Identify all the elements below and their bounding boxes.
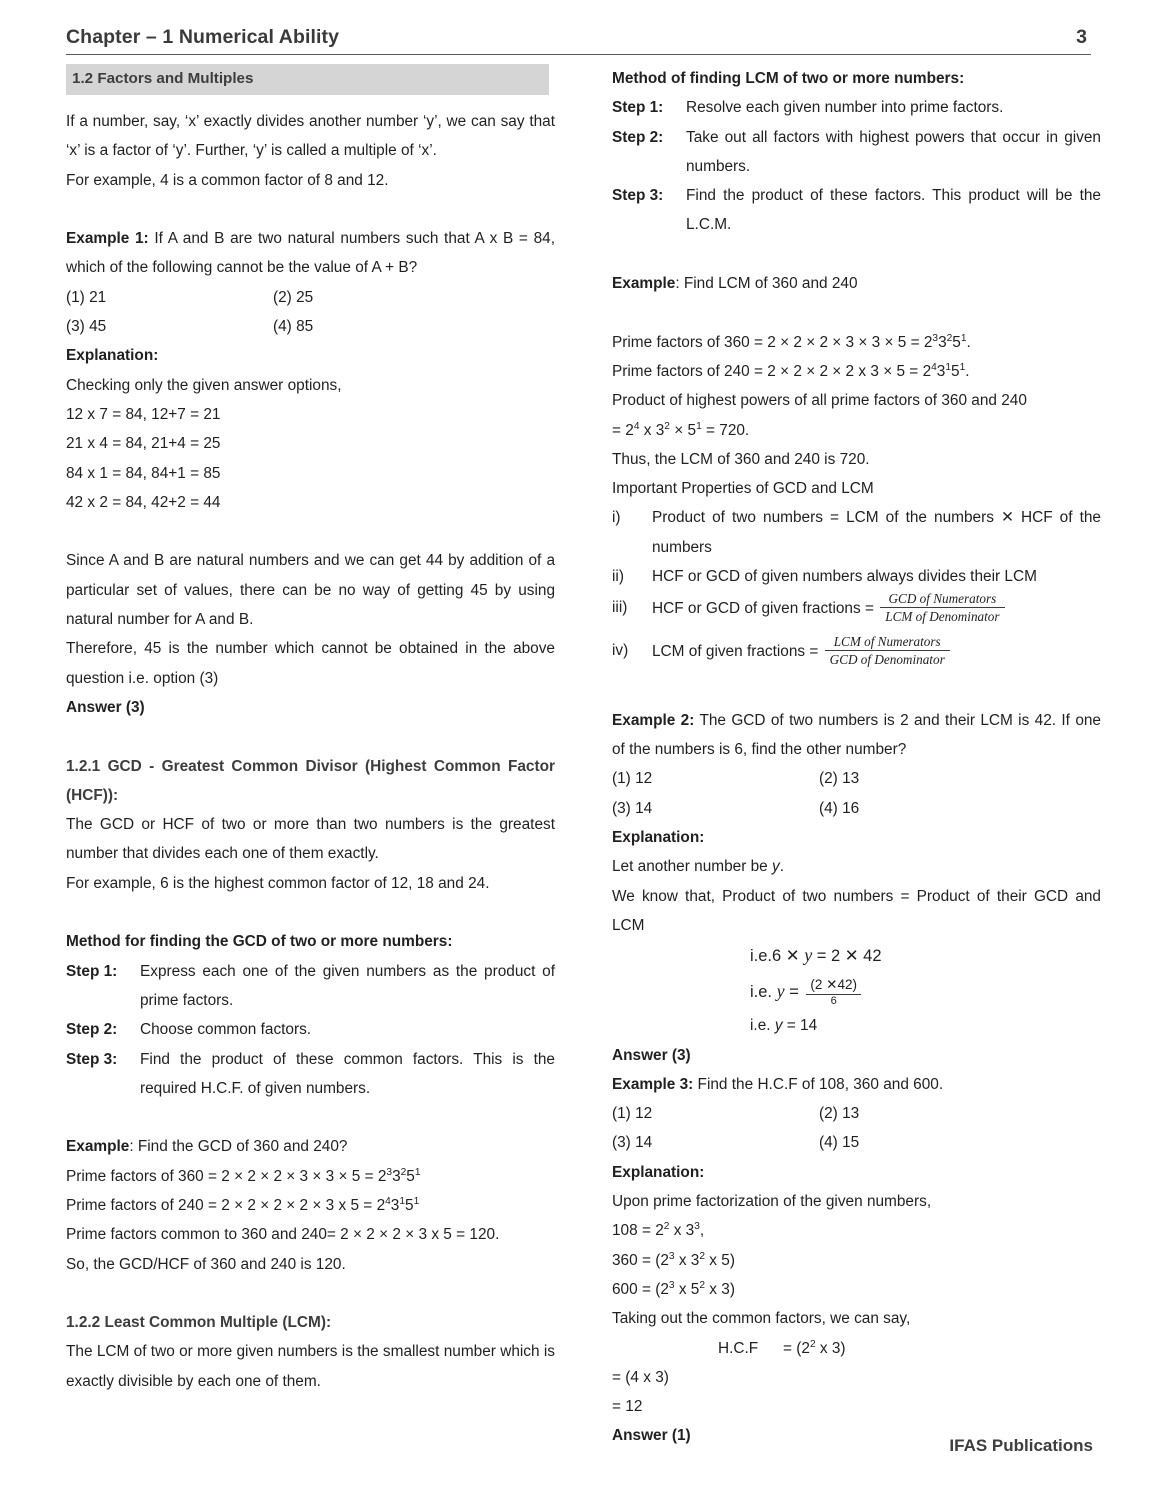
example2-option-4: (4) 16: [819, 799, 860, 817]
gcd-example-question: [66, 1132, 555, 1161]
post: ,: [699, 1222, 705, 1240]
gcd-definition: The GCD or HCF of two or more than two numbers is the greatest number that divides each one of them exactly.: [66, 816, 555, 863]
property-iv-text: [652, 633, 1101, 670]
pre: Let another number be: [612, 858, 773, 876]
gcd-step-3-text: Find the product of these common factors. This is the required H.C.F. of given numbers.: [140, 1050, 555, 1097]
hcf-fraction: [880, 591, 1004, 625]
example1-label: Example 1:: [66, 230, 149, 248]
gcd-step-3: [66, 1045, 555, 1104]
lcm-method-heading: Method of finding LCM of two or more numbers:: [612, 70, 965, 87]
lcm-fraction: [825, 634, 950, 668]
example1-reasoning: Since A and B are natural numbers and we can get 44 by addition of a particular set of values, there can be no way of getting 45 by using natural number for A and B.: [66, 552, 555, 629]
lcm-fraction-numerator: LCM of Numerators: [833, 633, 941, 649]
mid: x 3: [639, 421, 665, 439]
gcd-step-2-label: Step 2:: [66, 1021, 118, 1039]
pre: Prime factors of 240 = 2 × 2 × 2 × 2 x 3 × 5 = 2: [612, 362, 932, 380]
page-header: [66, 26, 1091, 56]
example3-taking-line: Taking out the common factors, we can say,: [612, 1310, 911, 1328]
example1-option-2: (2) 25: [273, 288, 314, 306]
example3-options-row-2: [612, 1128, 1101, 1157]
example2-answer: Answer (3): [612, 1046, 691, 1064]
post: x 3): [815, 1339, 846, 1357]
spacer: [66, 898, 555, 927]
gcd-prime-factors-240: [66, 1191, 555, 1220]
pre: 360 = (2: [612, 1251, 669, 1269]
gcd-step-1: [66, 957, 555, 1016]
post: .: [779, 858, 784, 876]
lcm-thus-line: Thus, the LCM of 360 and 240 is 720.: [612, 450, 870, 468]
left-column: [66, 64, 555, 1396]
lcm-step-1-label: Step 1:: [612, 99, 664, 117]
example3-option-1: (1) 12: [612, 1105, 653, 1123]
example1-options-row-1: [66, 283, 555, 312]
mid: 5: [951, 362, 960, 380]
variable-y: y: [774, 1017, 783, 1035]
property-item-iii: [612, 593, 1101, 627]
lcm-prime-factors-240: [612, 357, 1101, 386]
pre: = (2: [783, 1339, 810, 1357]
gcd-prime-factors-360: [66, 1162, 555, 1191]
mid: x 3: [674, 1251, 700, 1269]
example3-hcf-line-2: = (4 x 3): [612, 1368, 669, 1386]
post: = 14: [782, 1017, 818, 1035]
example1-explanation-intro: Checking only the given answer options,: [66, 376, 342, 394]
variable-y: y: [776, 981, 785, 1002]
properties-heading: Important Properties of GCD and LCM: [612, 480, 874, 498]
gcd-method-heading: Method for finding the GCD of two or more numbers:: [66, 933, 453, 951]
lcm-step-3: [612, 181, 1101, 240]
sup: 3: [694, 1221, 700, 1233]
gcd-step-1-label: Step 1:: [66, 962, 118, 980]
sup: 4: [633, 420, 640, 432]
pre: i.e.: [750, 1017, 775, 1035]
right-column: [612, 64, 1101, 1451]
sup: 3: [386, 1166, 393, 1178]
gcd-prime-360-pre: Prime factors of 360 = 2 × 2 × 2 × 3 × 3 × 5 = 2: [66, 1167, 387, 1185]
chapter-title: Chapter – 1 Numerical Ability: [66, 26, 340, 48]
y-fraction: [806, 977, 861, 1009]
sup: 2: [663, 1221, 670, 1233]
lcm-step-1-text: Resolve each given number into prime factors.: [686, 99, 1004, 117]
gcd-common-factors: Prime factors common to 360 and 240= 2 × 2 × 2 × 3 x 5 = 120.: [66, 1226, 500, 1244]
gcd-prime-240-pre: Prime factors of 240 = 2 × 2 × 2 × 2 × 3 x 5 = 2: [66, 1196, 386, 1214]
example1-option-3: (3) 45: [66, 318, 107, 336]
example3-explanation-label: Explanation:: [612, 1163, 705, 1181]
lcm-example-question: [612, 269, 1101, 298]
post: = 720.: [701, 421, 750, 439]
example3-answer: Answer (1): [612, 1427, 691, 1445]
lcm-prime-factors-360: [612, 328, 1101, 357]
sup: 4: [931, 361, 937, 373]
property-iv-number: iv): [612, 641, 629, 659]
lcm-step-3-label: Step 3:: [612, 187, 664, 205]
sup: 2: [699, 1279, 706, 1291]
sup: 1: [414, 1166, 421, 1178]
sup: 4: [385, 1195, 391, 1207]
mid: 5: [952, 333, 961, 351]
pre: 600 = (2: [612, 1280, 669, 1298]
lcm-step-1: [612, 93, 1101, 122]
example2-option-1: (1) 12: [612, 770, 653, 788]
gcd-example-label: Example: [66, 1138, 130, 1156]
gcd-step-3-label: Step 3:: [66, 1050, 118, 1068]
lcm-step-2: [612, 123, 1101, 182]
example2-equation-2: [612, 972, 1101, 1011]
example2-equation-3: [612, 1011, 1101, 1040]
hcf-fraction-numerator: GCD of Numerators: [888, 591, 997, 607]
spacer: [612, 240, 1101, 269]
variable-y: y: [804, 945, 813, 966]
gcd-step-1-text: Express each one of the given numbers as the product of prime factors.: [140, 962, 555, 1009]
post: .: [966, 333, 971, 351]
mid: 3: [390, 1196, 400, 1214]
lcm-step-2-text: Take out all factors with highest powers that occur in given numbers.: [686, 128, 1101, 175]
page-number: 3: [1076, 26, 1087, 48]
example1-answer: Answer (3): [66, 698, 145, 716]
example3-hcf-line-1: [718, 1334, 1101, 1363]
property-i-number: i): [612, 509, 621, 527]
example1-question: [66, 224, 555, 283]
example3-question: [612, 1070, 1101, 1099]
equals: =: [784, 983, 804, 1002]
pre: i.e.: [750, 983, 777, 1002]
intro-paragraph: If a number, say, ‘x’ exactly divides another number ‘y’, we can say that ‘x’ is a factor of ‘y’. Further, ‘y’ is called a multiple of ‘x’.: [66, 113, 555, 160]
gcd-step-2-text: Choose common factors.: [140, 1021, 312, 1039]
pre: Prime factors of 360 = 2 × 2 × 2 × 3 × 3 × 5 = 2: [612, 333, 933, 351]
example2-options-row-2: [612, 794, 1101, 823]
header-divider: [66, 54, 1091, 55]
gcd-example-text: : Find the GCD of 360 and 240?: [129, 1138, 348, 1156]
mid: 5: [405, 1196, 414, 1214]
lcm-example-text: : Find LCM of 360 and 240: [675, 275, 858, 293]
sup: 1: [696, 420, 702, 432]
example3-factor-600: [612, 1275, 1101, 1304]
sup: 3: [668, 1279, 675, 1291]
example3-hcf-line-3: = 12: [612, 1398, 643, 1416]
sup: 2: [400, 1166, 407, 1178]
property-i-text: Product of two numbers = LCM of the numbers ✕ HCF of the numbers: [652, 509, 1101, 556]
example1-option-4: (4) 85: [273, 318, 314, 336]
example1-conclusion: Therefore, 45 is the number which cannot be obtained in the above question i.e. option (3): [66, 640, 555, 687]
hcf-value-1: [783, 1334, 1101, 1363]
example1-explanation-label: Explanation:: [66, 347, 159, 365]
y-fraction-numerator: (2 ✕42): [810, 976, 857, 992]
post: = 2 ✕ 42: [812, 947, 882, 966]
pre: i.e.6 ✕: [750, 947, 805, 966]
post: x 3): [705, 1280, 735, 1298]
mid: x 3: [669, 1222, 695, 1240]
post: .: [965, 362, 970, 380]
example2-know-line: We know that, Product of two numbers = Product of their GCD and LCM: [612, 887, 1101, 934]
property-ii-text: HCF or GCD of given numbers always divides their LCM: [652, 568, 1037, 586]
lcm-product-equation: [612, 416, 1101, 445]
example1-check-line: 21 x 4 = 84, 21+4 = 25: [66, 435, 221, 453]
mid: × 5: [669, 421, 697, 439]
sup: 1: [960, 332, 967, 344]
gcd-result: So, the GCD/HCF of 360 and 240 is 120.: [66, 1255, 346, 1273]
mid: 3: [392, 1167, 401, 1185]
sup: 3: [932, 332, 939, 344]
gcd-step-2: [66, 1015, 555, 1044]
spacer: [66, 1279, 555, 1308]
variable-y: y: [772, 858, 780, 876]
example3-option-3: (3) 14: [612, 1134, 653, 1152]
sup: 2: [809, 1338, 816, 1350]
spacer: [66, 722, 555, 751]
hcf-fraction-denominator: LCM of Denominator: [880, 607, 1004, 625]
sup: 2: [946, 332, 953, 344]
example2-option-3: (3) 14: [612, 799, 653, 817]
property-iii-label: HCF or GCD of given fractions =: [652, 600, 879, 618]
pre: 108 = 2: [612, 1222, 664, 1240]
gcd-section-heading: 1.2.1 GCD - Greatest Common Divisor (Highest Common Factor (HCF)):: [66, 757, 555, 804]
sup: 1: [413, 1195, 420, 1207]
lcm-definition: The LCM of two or more given numbers is the smallest number which is exactly divisible by each one of them.: [66, 1343, 555, 1390]
example3-option-4: (4) 15: [819, 1134, 860, 1152]
sup: 1: [959, 361, 966, 373]
example3-factor-108: [612, 1216, 1101, 1245]
spacer: [66, 1103, 555, 1132]
lcm-step-2-label: Step 2:: [612, 128, 664, 146]
property-item-i: [612, 503, 1101, 562]
example1-check-line: 84 x 1 = 84, 84+1 = 85: [66, 464, 221, 482]
example1-question-text: If A and B are two natural numbers such that A x B = 84, which of the following cannot be the value of A + B?: [66, 230, 555, 277]
spacer: [612, 298, 1101, 327]
pre: = 2: [612, 421, 634, 439]
example2-label: Example 2:: [612, 711, 695, 729]
lcm-example-label: Example: [612, 275, 676, 293]
sup: 3: [668, 1250, 675, 1262]
example1-check-line: 42 x 2 = 84, 42+2 = 44: [66, 493, 221, 511]
mid: 3: [938, 333, 947, 351]
example3-label: Example 3:: [612, 1075, 694, 1093]
example3-question-text: Find the H.C.F of 108, 360 and 600.: [693, 1075, 944, 1093]
example1-check-line: 12 x 7 = 84, 12+7 = 21: [66, 405, 221, 423]
intro-example: For example, 4 is a common factor of 8 and 12.: [66, 171, 389, 189]
example3-factor-360: [612, 1246, 1101, 1275]
gcd-example: For example, 6 is the highest common factor of 12, 18 and 24.: [66, 874, 490, 892]
property-item-iv: [612, 633, 1101, 670]
property-item-ii: [612, 562, 1101, 591]
mid: 5: [406, 1167, 415, 1185]
sup: 2: [664, 420, 670, 432]
mid: 3: [936, 362, 946, 380]
sup: 1: [945, 361, 951, 373]
hcf-label: H.C.F: [718, 1339, 759, 1357]
lcm-fraction-denominator: GCD of Denominator: [825, 650, 950, 668]
example2-let-line: [612, 852, 1101, 881]
sup: 1: [399, 1195, 405, 1207]
spacer: [66, 517, 555, 546]
spacer: [612, 670, 1101, 706]
example2-question-text: The GCD of two numbers is 2 and their LCM is 42. If one of the numbers is 6, find the other number?: [612, 711, 1101, 759]
lcm-step-3-text: Find the product of these factors. This product will be the L.C.M.: [686, 187, 1101, 234]
lcm-section-heading: 1.2.2 Least Common Multiple (LCM):: [66, 1314, 332, 1332]
section-heading-factors-multiples: 1.2 Factors and Multiples: [66, 64, 549, 95]
spacer: [66, 195, 555, 224]
property-iii-number: iii): [612, 599, 628, 617]
lcm-product-line: Product of highest powers of all prime factors of 360 and 240: [612, 392, 1027, 410]
post: x 5): [705, 1251, 735, 1269]
example3-option-2: (2) 13: [819, 1105, 860, 1123]
example1-options-row-2: [66, 312, 555, 341]
example3-explanation-intro: Upon prime factorization of the given numbers,: [612, 1193, 932, 1211]
example3-options-row-1: [612, 1099, 1101, 1128]
footer-publisher: IFAS Publications: [949, 1436, 1093, 1455]
sup: 2: [699, 1250, 706, 1262]
example1-option-1: (1) 21: [66, 288, 107, 306]
example2-options-row-1: [612, 764, 1101, 793]
property-iv-label: LCM of given fractions =: [652, 642, 823, 660]
example2-explanation-label: Explanation:: [612, 828, 705, 846]
example2-equation-1: [612, 940, 1101, 972]
property-ii-number: ii): [612, 568, 624, 586]
example2-question: [612, 706, 1101, 765]
mid: x 5: [674, 1280, 700, 1298]
property-iii-text: [652, 593, 1101, 627]
y-fraction-denominator: 6: [806, 994, 861, 1009]
example2-option-2: (2) 13: [819, 770, 860, 788]
